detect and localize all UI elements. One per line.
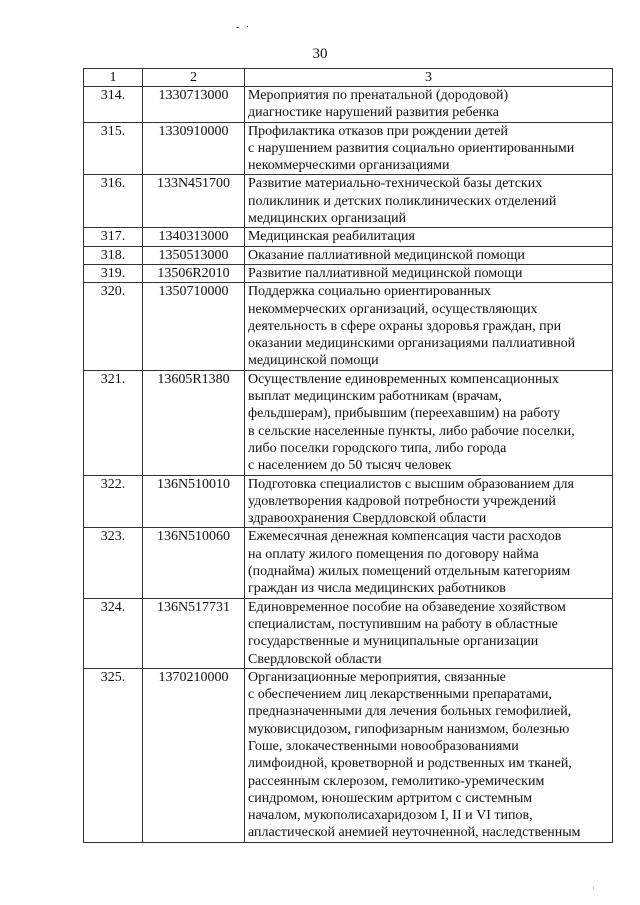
table-row: [84, 370, 613, 475]
row-description: Ежемесячная денежная компенсация части расходов на оплату жилого помещения по договору найма (поднайма) жилых помещений отдельным категориям граждан из числа медицинских работников: [245, 528, 613, 598]
row-code: 1330713000: [143, 87, 245, 123]
row-code: 136N517731: [143, 598, 245, 668]
row-code: 1330910000: [143, 122, 245, 175]
row-code: 136N510010: [143, 475, 245, 528]
row-description: Организационные мероприятия, связанные с обеспечением лиц лекарственными препаратами, предназначенными для лечения больных гемофилией, муковисцидозом, гипофизарным нанизмом, болезнью Гоше, злокачественными новообразованиями лимфоидной, кроветворной и родственных им тканей, рассеянным склерозом, гемолитико-уремическим синдромом, юношеским артритом с системным началом, мукополисахаридозом I, II и VI типов, апластической анемией неуточненной, наследственным: [245, 668, 613, 842]
table-row: [84, 668, 613, 842]
table-row: [84, 175, 613, 228]
row-description: Мероприятия по пренатальной (дородовой) диагностике нарушений развития ребенка: [245, 87, 613, 123]
row-number: 314.: [84, 87, 143, 123]
row-description: Единовременное пособие на обзаведение хозяйством специалистам, поступившим на работу в областные государственные и муниципальные организации Свердловской области: [245, 598, 613, 668]
table-row: [84, 598, 613, 668]
table-body: [84, 69, 613, 843]
table-row: [84, 264, 613, 282]
column-header-number: 1: [84, 69, 143, 87]
table-header-row: [84, 69, 613, 87]
row-number: 322.: [84, 475, 143, 528]
row-number: 316.: [84, 175, 143, 228]
row-code: 1350710000: [143, 283, 245, 370]
column-header-code: 2: [143, 69, 245, 87]
row-code: 1370210000: [143, 668, 245, 842]
row-code: 136N510060: [143, 528, 245, 598]
row-description: Развитие материально-технической базы детских поликлиник и детских поликлинических отделений медицинских организаций: [245, 175, 613, 228]
row-number: 320.: [84, 283, 143, 370]
row-number: 317.: [84, 228, 143, 246]
row-description: Развитие паллиативной медицинской помощи: [245, 264, 613, 282]
table-row: [84, 475, 613, 528]
row-number: 315.: [84, 122, 143, 175]
row-description: Осуществление единовременных компенсационных выплат медицинским работникам (врачам, фельдшерам), прибывшим (переехавшим) на работу в сельские населенные пункты, либо рабочие поселки, либо поселки городского типа, либо города с населением до 50 тысяч человек: [245, 370, 613, 475]
row-number: 324.: [84, 598, 143, 668]
column-header-name: 3: [245, 69, 613, 87]
row-description: Поддержка социально ориентированных некоммерческих организаций, осуществляющих деятельность в сфере охраны здоровья граждан, при оказании медицинскими организациями паллиативной медицинской помощи: [245, 283, 613, 370]
table-row: [84, 228, 613, 246]
row-description: Медицинская реабилитация: [245, 228, 613, 246]
row-code: 1340313000: [143, 228, 245, 246]
table-row: [84, 87, 613, 123]
row-description: Оказание паллиативной медицинской помощи: [245, 246, 613, 264]
row-code: 13506R2010: [143, 264, 245, 282]
row-code: 133N451700: [143, 175, 245, 228]
row-code: 13605R1380: [143, 370, 245, 475]
row-description: Подготовка специалистов с высшим образованием для удовлетворения кадровой потребности учреждений здравоохранения Свердловской области: [245, 475, 613, 528]
table-row: [84, 246, 613, 264]
scan-mark-top: - ·: [236, 22, 252, 33]
row-number: 323.: [84, 528, 143, 598]
table-row: [84, 528, 613, 598]
table-row: [84, 122, 613, 175]
row-number: 321.: [84, 370, 143, 475]
scan-mark-bottom: ·: [592, 884, 595, 893]
page-number: 30: [312, 46, 328, 62]
row-description: Профилактика отказов при рождении детей с нарушением развития социально ориентированными некоммерческими организациями: [245, 122, 613, 175]
row-code: 1350513000: [143, 246, 245, 264]
row-number: 319.: [84, 264, 143, 282]
row-number: 318.: [84, 246, 143, 264]
budget-code-table: [83, 68, 613, 843]
table-row: [84, 283, 613, 370]
row-number: 325.: [84, 668, 143, 842]
